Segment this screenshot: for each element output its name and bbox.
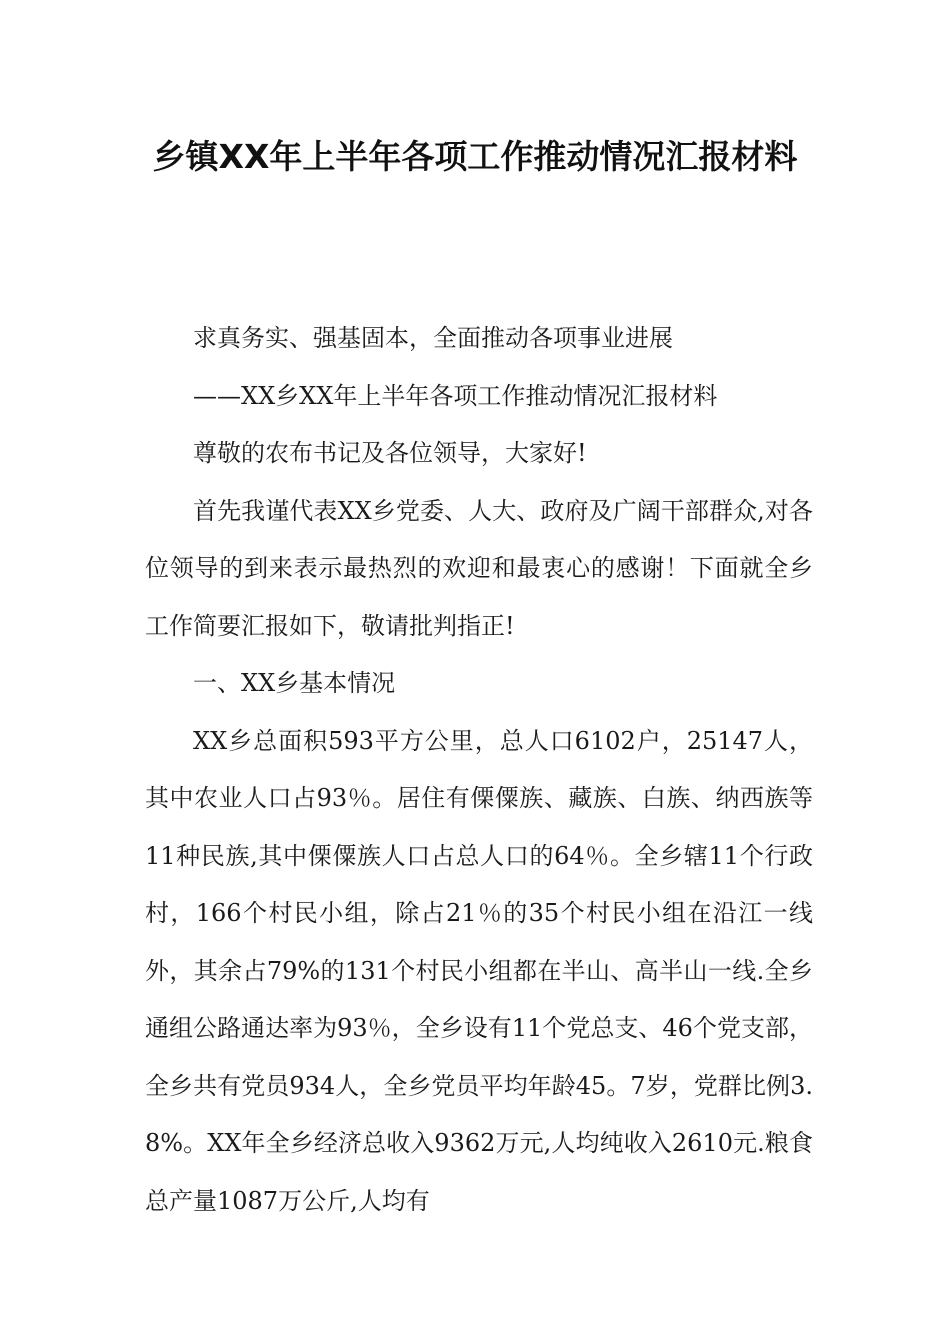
subtitle-line: 求真务实、强基固本，全面推动各项事业进展 <box>193 324 673 352</box>
intro-paragraph: 首先我谨代表XX乡党委、人大、政府及广阔干部群众,对各位领导的到来表示最热烈的欢迎和最衷心的感谢！下面就全乡工作简要汇报如下，敬请批判指正! <box>145 496 813 640</box>
basic-info-paragraph: XX乡总面积593平方公里，总人口6102户，25147人，其中农业人口占93％。居住有傈僳族、藏族、白族、纳西族等11种民族,其中傈僳族人口占总人口的64％。全乡辖11个行政村，166个村民小组，除占21％的35个村民小组在沿江一线外，其余占79%的131个村民小组都在半山、高半山一线.全乡通组公路通达率为93％，全乡设有11个党总支、46个党支部，全乡共有党员934人，全乡党员平均年龄45。7岁，党群比例3.8%。XX年全乡经济总收入9362万元,人均纯收入2610元.粮食总产量1087万公斤,人均有 <box>145 726 813 1215</box>
section-heading: 一、XX乡基本情况 <box>193 669 396 697</box>
document-body <box>145 310 813 1230</box>
subtitle-dash-line: ——XX乡XX年上半年各项工作推动情况汇报材料 <box>193 381 718 410</box>
greeting-paragraph: 尊敬的农布书记及各位领导，大家好! <box>193 439 587 467</box>
document-title: 乡镇XX年上半年各项工作推动情况汇报材料 <box>152 137 798 176</box>
